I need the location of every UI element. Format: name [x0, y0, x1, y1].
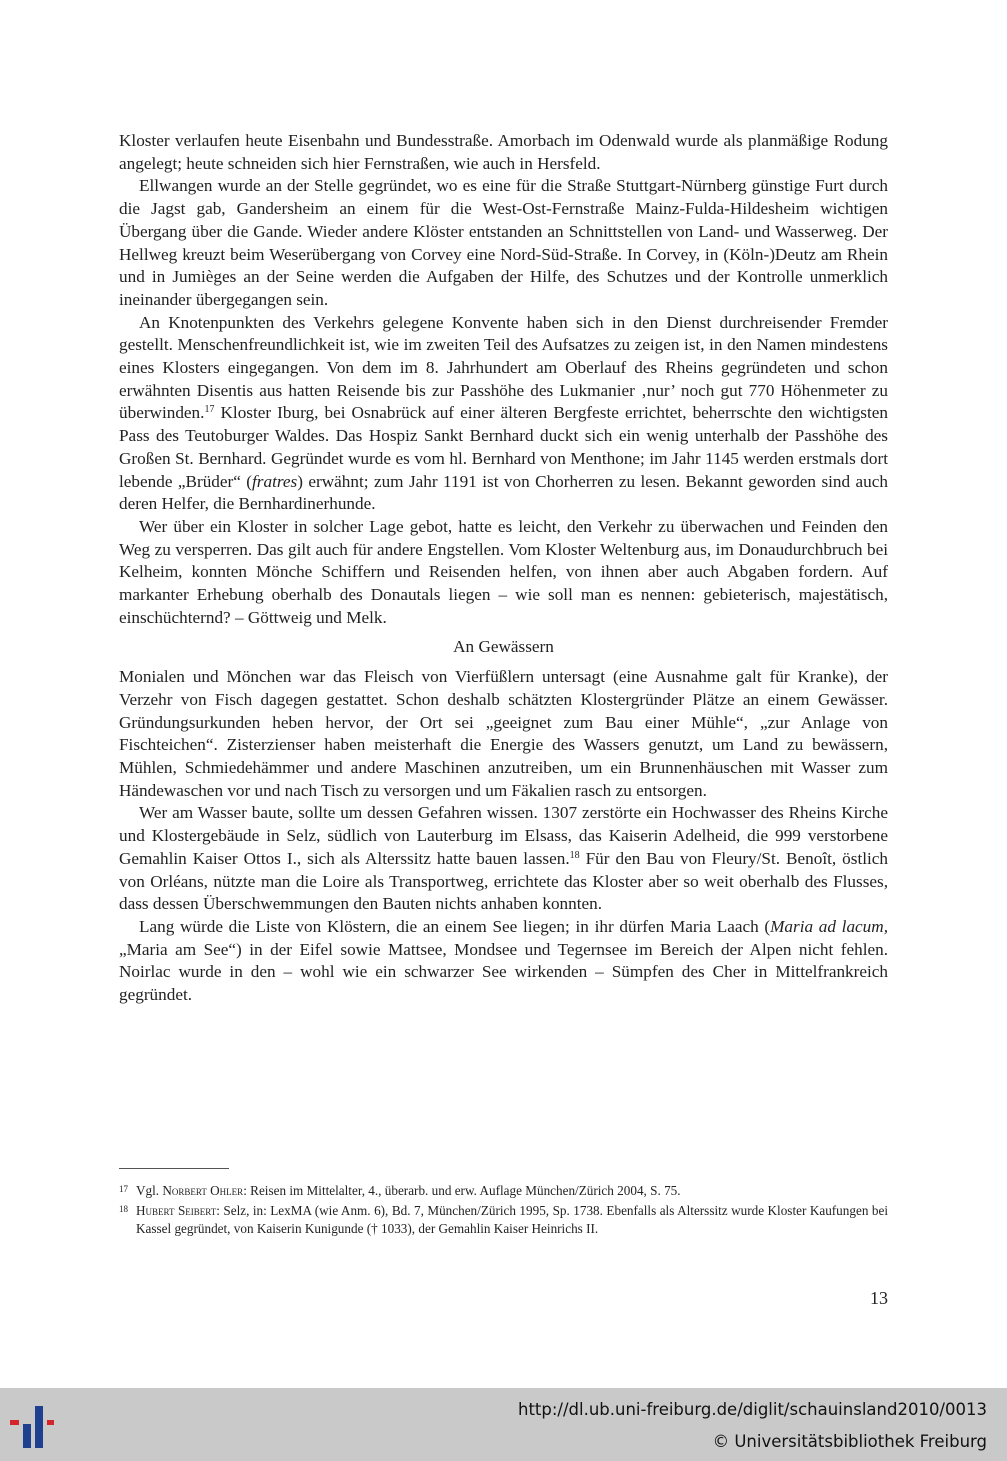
paragraph-3-part-a: An Knotenpunkten des Verkehrs gelegene Konvente haben sich in den Dienst durchreisender Fremder gestellt. Menschenfreundlichkeit ist, wie im zweiten Teil des Aufsatzes zu zeigen ist, in den Namen mindestens eines Klosters eingegangen. Von dem im 8. Jahrhundert am Oberlauf des Rheins gegründeten und schon erwähnten Disentis aus hatten Reisende bis zur Passhöhe des Lukmanier ‚nur’ noch gut 770 Höhenmeter zu überwinden. [119, 312, 888, 423]
footnote-text: : Selz, in: LexMA (wie Anm. 6), Bd. 7, München/Zürich 1995, Sp. 1738. Ebenfalls als Alterssitz wurde Kloster Kaufungen bei Kassel gegründet, von Kaiserin Kunigunde († 1033), der Gemahlin Kaiser Heinrichs II. [136, 1203, 888, 1236]
footnote-text: : Reisen im Mittelalter, 4., überarb. und erw. Auflage München/Zürich 2004, S. 75. [243, 1183, 681, 1198]
logo-bar-2 [35, 1406, 43, 1448]
paragraph-3 [119, 312, 888, 516]
section-paragraph-2-part-a: Wer am Wasser baute, sollte um dessen Gefahren wissen. 1307 zerstörte ein Hochwasser des Rheins Kirche und Klostergebäude in Selz, südlich von Lauterburg im Elsass, das Kaiserin Adelheid, die 999 verstorbene Gemahlin Kaiser Ottos I., sich als Alterssitz hatte bauen lassen. [119, 803, 888, 868]
footnotes [119, 1180, 888, 1238]
footnote-author: Hubert Seibert [136, 1203, 217, 1218]
footer-bar [0, 1388, 1007, 1461]
logo-bar-1 [23, 1424, 31, 1448]
section-heading: An Gewässern [453, 637, 554, 657]
section-paragraph-2 [119, 802, 888, 916]
section-paragraph-2-part-b: Für den Bau von Fleury/St. Benoît, östlich von Orléans, nützte man die Loire als Transportweg, errichtete das Kloster aber so weit oberhalb des Flusses, dass dessen Überschwemmungen den Bauten nichts anhaben konnten. [119, 848, 889, 914]
paragraph-2: Ellwangen wurde an der Stelle gegründet, wo es eine für die Straße Stuttgart-Nürnberg günstige Furt durch die Jagst gab, Gandersheim an einem für die West-Ost-Fernstraße Mainz-Fulda-Hildesheim wichtigen Übergang über die Gande. Wieder andere Klöster entstanden an Schnittstellen von Land- und Wasserweg. Der Hellweg kreuzt beim Weserübergang von Corvey eine Nord-Süd-Straße. In Corvey, in (Köln-)Deutz am Rhein und in Jumièges an der Seine werden die Aufgaben der Hilfe, des Schutzes und der Kontrolle unmerklich ineinander übergegangen sein. [119, 176, 888, 309]
footnote-ref-17[interactable]: 17 [204, 404, 215, 416]
page-number: 13 [870, 1288, 888, 1308]
body-text [119, 130, 888, 1007]
section-paragraph-3-part-a: Lang würde die Liste von Klöstern, die an einem See liegen; in ihr dürfen Maria Laach ( [139, 916, 771, 936]
logo-bar-right [47, 1420, 54, 1425]
paragraph-1: Kloster verlaufen heute Eisenbahn und Bundesstraße. Amorbach im Odenwald wurde als planmäßige Rodung angelegt; heute schneiden sich hier Fernstraßen, wie auch in Hersfeld. [119, 131, 888, 173]
paragraph-4: Wer über ein Kloster in solcher Lage gebot, hatte es leicht, den Verkehr zu überwachen und Feinden den Weg zu versperren. Das gilt auch für andere Engstellen. Vom Kloster Weltenburg aus, im Donaudurchbruch bei Kelheim, konnten Mönche Schiffern und Reisenden helfen, von ihnen aber auch Abgaben fordern. Auf markanter Erhebung oberhalb des Donautals liegen – wie soll man es nennen: gebieterisch, majestätisch, einschüchternd? – Göttweig und Melk. [119, 516, 888, 627]
ub-freiburg-logo-icon[interactable] [10, 1402, 64, 1454]
paragraph-3-part-c: ) erwähnt; zum Jahr 1191 ist von Chorherren zu lesen. Bekannt geworden sind auch deren Helfer, die Bernhardinerhunde. [119, 471, 888, 514]
footnote-divider [119, 1168, 229, 1169]
logo-bar-left [10, 1420, 19, 1425]
footnote-ref-18[interactable]: 18 [569, 849, 580, 861]
section-paragraph-3-part-b: „Maria am See“) in der Eifel sowie Mattsee, Mondsee und Tegernsee im Bereich der Alpen nicht fehlen. Noirlac wurde in den – wohl wie ein schwarzer See wirkenden – Sümpfen des Cher in Mittelfrankreich gegründet. [119, 939, 888, 1005]
section-paragraph-3 [119, 916, 888, 1007]
section-paragraph-1: Monialen und Mönchen war das Fleisch von Vierfüßlern untersagt (eine Ausnahme galt für Kranke), der Verzehr von Fisch dagegen gestattet. Schon deshalb schätzten Klostergründer Plätze an einem Gewässer. Gründungsurkunden heben hervor, der Ort sei „geeignet zum Bau einer Mühle“, „zur Anlage von Fischteichen“. Zisterzienser haben meisterhaft die Energie des Wassers genutzt, um Land zu bewässern, Mühlen, Schmiedehämmer und andere Maschinen anzutreiben, um ein Brunnenhäuschen mit Wasser zum Händewaschen vor und nach Tisch zu versorgen und um Fäkalien rasch zu entsorgen. [119, 667, 888, 800]
paragraph-3-part-b: Kloster Iburg, bei Osnabrück auf einer älteren Bergfeste errichtet, beherrschte den wichtigsten Pass des Teutoburger Waldes. Das Hospiz Sankt Bernhard duckt sich ein wenig unterhalb der Passhöhe des Großen St. Bernhard. Gegründet wurde es vom hl. Bernhard von Menthone; im Jahr 1145 werden erstmals dort lebende „Brüder“ ( [119, 403, 888, 491]
footnote-number: 18 [119, 1204, 128, 1214]
section-paragraph-3-italic: Maria ad lacum, [770, 916, 888, 936]
footnote-author: Norbert Ohler [162, 1183, 244, 1198]
footnote-number: 17 [119, 1184, 128, 1194]
footnote-pre: Vgl. [136, 1183, 163, 1198]
footnote-18 [119, 1200, 888, 1238]
footer-copyright: © Universitätsbibliothek Freiburg [712, 1432, 987, 1451]
footer-url-link[interactable]: http://dl.ub.uni-freiburg.de/diglit/schauinsland2010/0013 [517, 1400, 987, 1419]
footnote-17 [119, 1180, 888, 1200]
paragraph-3-italic: fratres [252, 471, 298, 491]
